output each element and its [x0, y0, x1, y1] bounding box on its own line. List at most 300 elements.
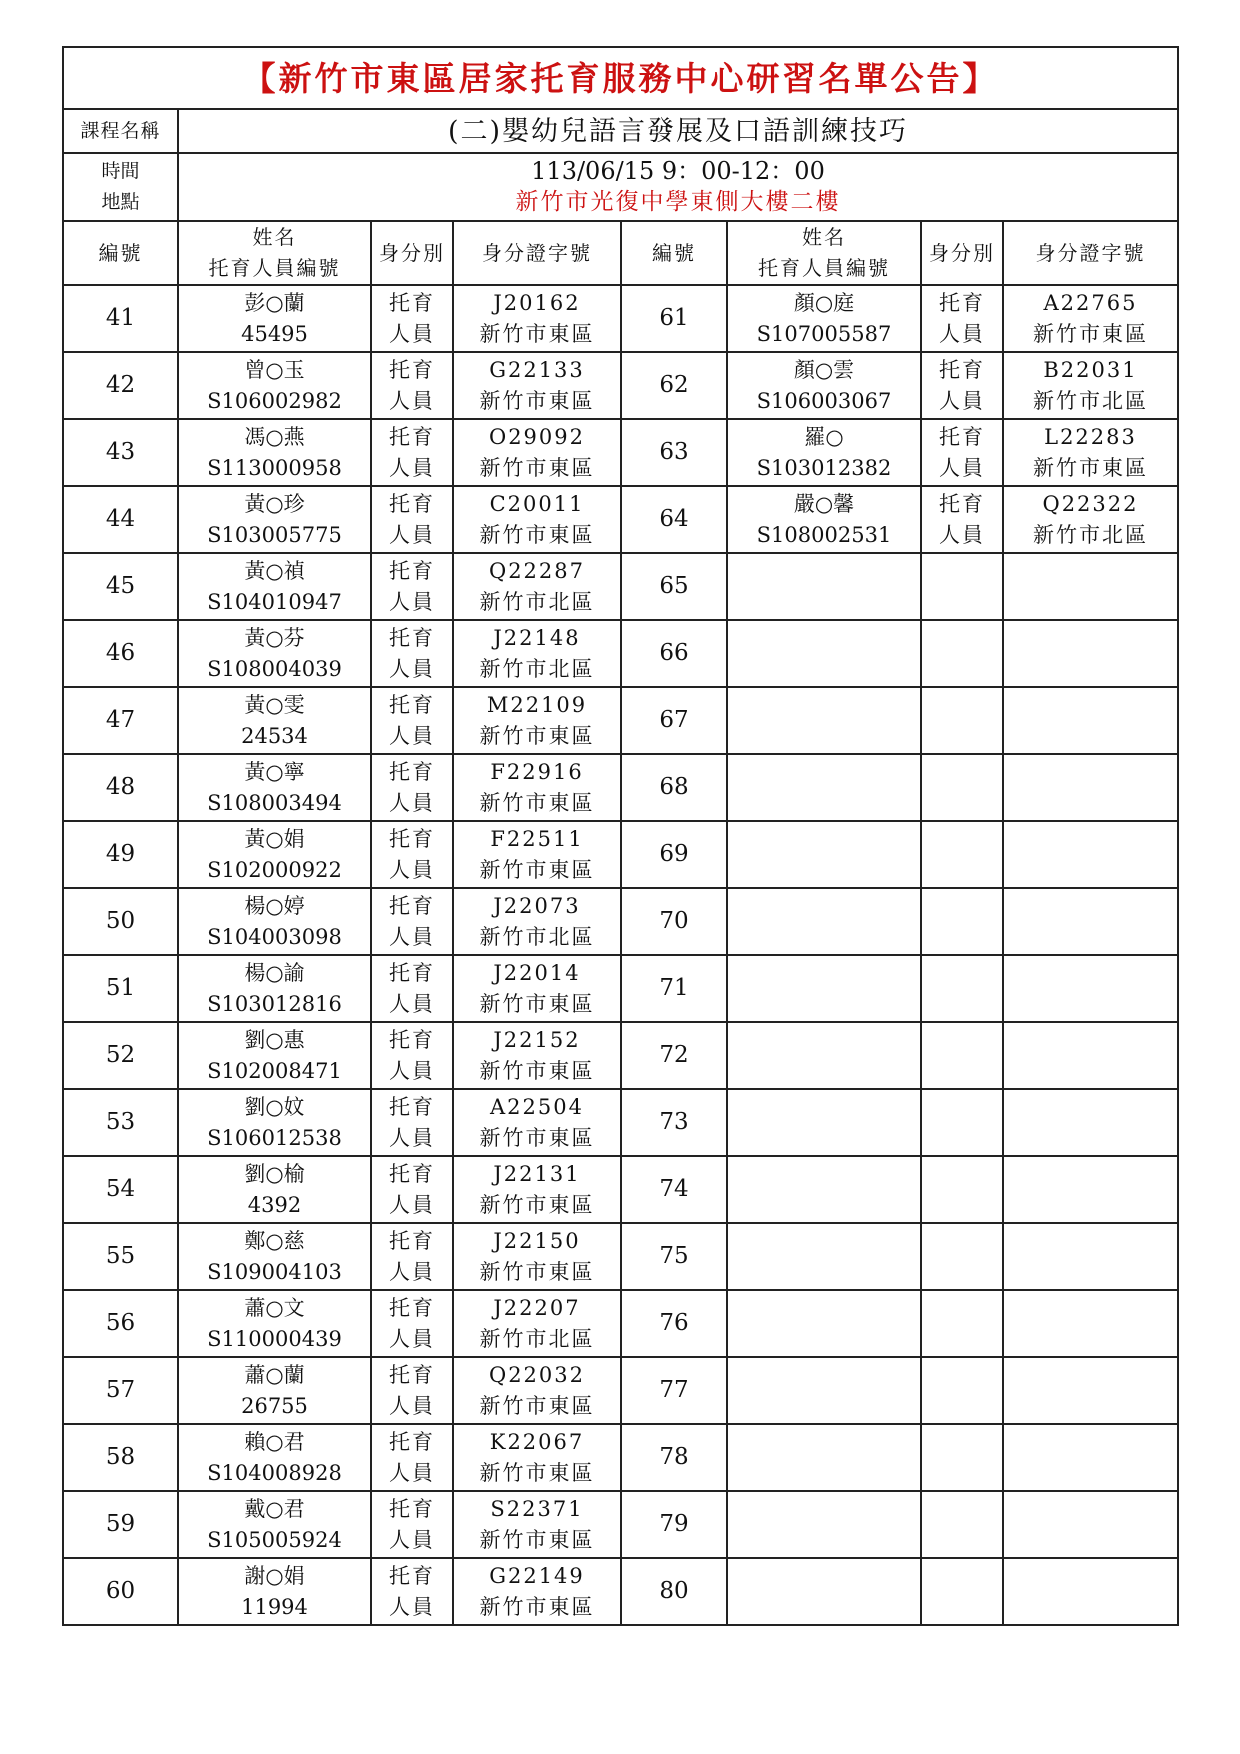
role-line-2: 人員 — [389, 723, 435, 748]
role-cell — [921, 1558, 1003, 1625]
district: 新竹市東區 — [479, 1594, 595, 1619]
row-number: 59 — [63, 1491, 178, 1558]
caregiver-name-cell — [178, 486, 371, 553]
caregiver-name: 羅○ — [804, 424, 844, 449]
id-number: A22765 — [1043, 290, 1138, 315]
caregiver-name-cell — [178, 1491, 371, 1558]
table-row — [63, 888, 1178, 955]
role-line-1: 托育 — [939, 357, 985, 382]
roster-table — [62, 46, 1179, 1626]
role-line-1: 托育 — [389, 759, 435, 784]
row-number: 48 — [63, 754, 178, 821]
table-row — [63, 821, 1178, 888]
header-role: 身分別 — [921, 221, 1003, 285]
role-line-2: 人員 — [389, 1393, 435, 1418]
id-number-cell — [1003, 1223, 1178, 1290]
role-line-1: 托育 — [389, 1027, 435, 1052]
caregiver-name: 馮○燕 — [244, 424, 305, 449]
district: 新竹市東區 — [479, 455, 595, 480]
row-number: 64 — [621, 486, 727, 553]
table-row — [63, 486, 1178, 553]
header-name — [727, 221, 921, 285]
district: 新竹市東區 — [479, 723, 595, 748]
caregiver-id: S108004039 — [207, 656, 342, 681]
id-number-cell — [1003, 419, 1178, 486]
id-number: B22031 — [1043, 357, 1138, 382]
row-number: 74 — [621, 1156, 727, 1223]
id-number-cell — [453, 620, 621, 687]
row-number: 77 — [621, 1357, 727, 1424]
district: 新竹市東區 — [479, 1393, 595, 1418]
caregiver-name-cell — [727, 553, 921, 620]
id-number-cell — [453, 1558, 621, 1625]
role-line-1: 托育 — [389, 491, 435, 516]
caregiver-name-cell — [727, 1558, 921, 1625]
role-cell — [371, 486, 453, 553]
role-line-2: 人員 — [389, 1259, 435, 1284]
role-line-2: 人員 — [389, 1192, 435, 1217]
role-cell — [921, 821, 1003, 888]
role-line-1: 托育 — [389, 1161, 435, 1186]
role-cell — [921, 1022, 1003, 1089]
id-number-cell — [453, 419, 621, 486]
role-cell — [921, 620, 1003, 687]
caregiver-name-cell — [178, 1424, 371, 1491]
district: 新竹市北區 — [1033, 388, 1148, 413]
district: 新竹市東區 — [479, 991, 595, 1016]
header-number: 編號 — [63, 221, 178, 285]
row-number: 43 — [63, 419, 178, 486]
id-number: M22109 — [486, 692, 588, 717]
table-row — [63, 1424, 1178, 1491]
id-number: L22283 — [1044, 424, 1137, 449]
id-number-cell — [453, 687, 621, 754]
id-number: J22148 — [493, 625, 581, 650]
role-cell — [921, 955, 1003, 1022]
caregiver-name-cell — [178, 821, 371, 888]
header-name-label: 姓名 — [802, 225, 846, 249]
id-number-cell — [453, 352, 621, 419]
caregiver-id: S104008928 — [207, 1460, 342, 1485]
caregiver-name-cell — [727, 754, 921, 821]
caregiver-name: 蕭○文 — [244, 1295, 305, 1320]
caregiver-name-cell — [727, 486, 921, 553]
caregiver-name: 黃○娟 — [244, 826, 305, 851]
id-number-cell — [1003, 1491, 1178, 1558]
role-line-2: 人員 — [389, 656, 435, 681]
caregiver-name-cell — [727, 1156, 921, 1223]
row-number: 69 — [621, 821, 727, 888]
caregiver-name-cell — [727, 620, 921, 687]
role-cell — [371, 888, 453, 955]
id-number-cell — [1003, 1357, 1178, 1424]
id-number-cell — [453, 1156, 621, 1223]
district: 新竹市東區 — [479, 1125, 595, 1150]
table-row — [63, 1357, 1178, 1424]
row-number: 56 — [63, 1290, 178, 1357]
caregiver-id: S107005587 — [756, 321, 892, 346]
role-line-1: 托育 — [389, 692, 435, 717]
district: 新竹市北區 — [1033, 522, 1148, 547]
caregiver-id: S104003098 — [207, 924, 342, 949]
caregiver-name-cell — [178, 687, 371, 754]
caregiver-name-cell — [727, 1424, 921, 1491]
id-number-cell — [1003, 486, 1178, 553]
id-number: J22207 — [493, 1295, 581, 1320]
id-number-cell — [453, 955, 621, 1022]
place-label: 地點 — [101, 191, 140, 213]
role-line-1: 托育 — [389, 1362, 435, 1387]
id-number: K22067 — [489, 1429, 585, 1454]
course-row — [63, 109, 1178, 153]
role-line-1: 托育 — [389, 290, 435, 315]
role-cell — [371, 1089, 453, 1156]
row-number: 41 — [63, 285, 178, 352]
row-number: 71 — [621, 955, 727, 1022]
course-name: (二)嬰幼兒語言發展及口語訓練技巧 — [178, 109, 1178, 153]
district: 新竹市東區 — [479, 790, 595, 815]
id-number-cell — [1003, 553, 1178, 620]
caregiver-name-cell — [178, 1290, 371, 1357]
row-number: 75 — [621, 1223, 727, 1290]
id-number-cell — [453, 1223, 621, 1290]
caregiver-name: 嚴○馨 — [793, 491, 855, 516]
row-number: 60 — [63, 1558, 178, 1625]
caregiver-name-cell — [178, 553, 371, 620]
caregiver-name: 鄭○慈 — [244, 1228, 305, 1253]
id-number: G22133 — [489, 357, 585, 382]
id-number-cell — [453, 1491, 621, 1558]
table-row — [63, 1491, 1178, 1558]
role-line-2: 人員 — [389, 1527, 435, 1552]
id-number-cell — [1003, 1558, 1178, 1625]
table-row — [63, 352, 1178, 419]
row-number: 54 — [63, 1156, 178, 1223]
caregiver-name: 黃○雯 — [244, 692, 305, 717]
role-line-2: 人員 — [389, 321, 435, 346]
caregiver-id: S113000958 — [207, 455, 342, 480]
role-cell — [921, 285, 1003, 352]
role-cell — [371, 1022, 453, 1089]
role-line-1: 托育 — [939, 290, 985, 315]
caregiver-name: 劉○惠 — [244, 1027, 305, 1052]
role-cell — [921, 1089, 1003, 1156]
role-line-1: 托育 — [389, 625, 435, 650]
title-row — [63, 47, 1178, 109]
role-cell — [371, 419, 453, 486]
district: 新竹市東區 — [479, 1460, 595, 1485]
id-number-cell — [1003, 352, 1178, 419]
table-row — [63, 1156, 1178, 1223]
role-line-1: 托育 — [389, 424, 435, 449]
role-cell — [921, 1290, 1003, 1357]
caregiver-name-cell — [178, 352, 371, 419]
caregiver-id: S108003494 — [207, 790, 342, 815]
caregiver-name-cell — [727, 687, 921, 754]
table-row — [63, 754, 1178, 821]
role-line-1: 托育 — [389, 1295, 435, 1320]
role-cell — [371, 1357, 453, 1424]
role-line-1: 托育 — [389, 1563, 435, 1588]
caregiver-id: S109004103 — [207, 1259, 342, 1284]
role-line-1: 托育 — [389, 1094, 435, 1119]
caregiver-name-cell — [727, 419, 921, 486]
role-line-2: 人員 — [389, 1326, 435, 1351]
role-line-1: 托育 — [389, 1496, 435, 1521]
id-number: F22511 — [490, 826, 584, 851]
id-number: F22916 — [490, 759, 584, 784]
caregiver-name: 劉○榆 — [244, 1161, 305, 1186]
table-row — [63, 1290, 1178, 1357]
id-number-cell — [1003, 285, 1178, 352]
caregiver-name: 顏○雲 — [793, 357, 855, 382]
caregiver-name-cell — [178, 1357, 371, 1424]
caregiver-name-cell — [727, 1290, 921, 1357]
header-name — [178, 221, 371, 285]
row-number: 68 — [621, 754, 727, 821]
row-number: 53 — [63, 1089, 178, 1156]
caregiver-name-cell — [178, 419, 371, 486]
row-number: 62 — [621, 352, 727, 419]
row-number: 70 — [621, 888, 727, 955]
role-cell — [371, 285, 453, 352]
id-number: J22152 — [493, 1027, 581, 1052]
time-place-value — [178, 153, 1178, 221]
caregiver-name: 劉○妏 — [244, 1094, 305, 1119]
district: 新竹市北區 — [479, 589, 595, 614]
row-number: 49 — [63, 821, 178, 888]
caregiver-name-cell — [727, 955, 921, 1022]
row-number: 50 — [63, 888, 178, 955]
role-line-2: 人員 — [389, 388, 435, 413]
caregiver-id: 11994 — [241, 1594, 308, 1619]
role-cell — [921, 1491, 1003, 1558]
role-line-1: 托育 — [939, 491, 985, 516]
row-number: 73 — [621, 1089, 727, 1156]
id-number-cell — [1003, 821, 1178, 888]
district: 新竹市東區 — [479, 1058, 595, 1083]
role-cell — [371, 1290, 453, 1357]
id-number-cell — [453, 285, 621, 352]
row-number: 80 — [621, 1558, 727, 1625]
row-number: 65 — [621, 553, 727, 620]
role-line-2: 人員 — [389, 522, 435, 547]
id-number-cell — [453, 1089, 621, 1156]
caregiver-name-cell — [178, 1089, 371, 1156]
page-title: 【新竹市東區居家托育服務中心研習名單公告】 — [63, 47, 1178, 109]
caregiver-name: 楊○諭 — [244, 960, 305, 985]
row-number: 79 — [621, 1491, 727, 1558]
row-number: 58 — [63, 1424, 178, 1491]
role-line-2: 人員 — [389, 924, 435, 949]
caregiver-id: 26755 — [241, 1393, 308, 1418]
row-number: 72 — [621, 1022, 727, 1089]
caregiver-id: 45495 — [241, 321, 308, 346]
role-line-1: 托育 — [389, 357, 435, 382]
row-number: 44 — [63, 486, 178, 553]
caregiver-id: S102008471 — [207, 1058, 342, 1083]
id-number: Q22287 — [488, 558, 586, 583]
row-number: 46 — [63, 620, 178, 687]
caregiver-name: 楊○婷 — [244, 893, 305, 918]
role-line-1: 托育 — [389, 893, 435, 918]
table-row — [63, 687, 1178, 754]
id-number: O29092 — [488, 424, 586, 449]
role-line-1: 托育 — [389, 826, 435, 851]
row-number: 52 — [63, 1022, 178, 1089]
role-cell — [371, 1156, 453, 1223]
caregiver-name-cell — [727, 1491, 921, 1558]
role-cell — [371, 687, 453, 754]
caregiver-id: S108002531 — [756, 522, 892, 547]
row-number: 78 — [621, 1424, 727, 1491]
caregiver-name-cell — [727, 352, 921, 419]
table-row — [63, 620, 1178, 687]
row-number: 67 — [621, 687, 727, 754]
row-number: 66 — [621, 620, 727, 687]
time-place-label — [63, 153, 178, 221]
id-number: J22150 — [493, 1228, 581, 1253]
caregiver-id: S106003067 — [756, 388, 892, 413]
id-number-cell — [1003, 1156, 1178, 1223]
caregiver-name: 戴○君 — [244, 1496, 305, 1521]
row-number: 55 — [63, 1223, 178, 1290]
row-number: 47 — [63, 687, 178, 754]
role-line-2: 人員 — [389, 1058, 435, 1083]
role-line-2: 人員 — [939, 321, 985, 346]
caregiver-name-cell — [178, 1156, 371, 1223]
role-cell — [921, 553, 1003, 620]
id-number-cell — [1003, 1089, 1178, 1156]
caregiver-name: 黃○珍 — [244, 491, 305, 516]
caregiver-id: S106002982 — [207, 388, 342, 413]
caregiver-id: S102000922 — [207, 857, 342, 882]
id-number: Q22322 — [1042, 491, 1139, 516]
id-number-cell — [453, 553, 621, 620]
id-number: G22149 — [489, 1563, 585, 1588]
row-number: 57 — [63, 1357, 178, 1424]
role-cell — [921, 888, 1003, 955]
role-cell — [921, 687, 1003, 754]
caregiver-name: 黃○禎 — [244, 558, 305, 583]
id-number-cell — [453, 486, 621, 553]
caregiver-name-cell — [727, 285, 921, 352]
id-number: J22131 — [493, 1161, 581, 1186]
caregiver-name-cell — [178, 888, 371, 955]
caregiver-name-cell — [178, 754, 371, 821]
table-row — [63, 553, 1178, 620]
district: 新竹市東區 — [1033, 321, 1148, 346]
district: 新竹市東區 — [479, 1259, 595, 1284]
district: 新竹市東區 — [479, 321, 595, 346]
caregiver-id: 4392 — [247, 1192, 302, 1217]
caregiver-name-cell — [727, 821, 921, 888]
role-line-2: 人員 — [389, 1594, 435, 1619]
id-number-cell — [453, 1424, 621, 1491]
role-cell — [921, 1424, 1003, 1491]
district: 新竹市東區 — [479, 1192, 595, 1217]
district: 新竹市北區 — [479, 1326, 595, 1351]
id-number: S22371 — [490, 1496, 584, 1521]
role-line-2: 人員 — [939, 455, 985, 480]
caregiver-name-cell — [727, 1223, 921, 1290]
role-cell — [371, 1558, 453, 1625]
id-number: J22073 — [493, 893, 581, 918]
row-number: 45 — [63, 553, 178, 620]
role-line-2: 人員 — [939, 388, 985, 413]
role-cell — [921, 1223, 1003, 1290]
role-cell — [371, 352, 453, 419]
id-number-cell — [453, 888, 621, 955]
role-cell — [371, 821, 453, 888]
role-line-1: 托育 — [389, 558, 435, 583]
role-line-2: 人員 — [939, 522, 985, 547]
header-caregiver-id-label: 托育人員編號 — [758, 256, 890, 280]
role-cell — [371, 1223, 453, 1290]
table-row — [63, 1223, 1178, 1290]
id-number-cell — [1003, 754, 1178, 821]
role-cell — [371, 754, 453, 821]
role-cell — [921, 419, 1003, 486]
role-cell — [371, 620, 453, 687]
id-number-cell — [453, 754, 621, 821]
id-number: Q22032 — [488, 1362, 586, 1387]
role-cell — [371, 1491, 453, 1558]
role-cell — [371, 955, 453, 1022]
caregiver-name-cell — [727, 1022, 921, 1089]
caregiver-name: 顏○庭 — [793, 290, 855, 315]
caregiver-id: 24534 — [241, 723, 308, 748]
id-number-cell — [1003, 687, 1178, 754]
role-cell — [921, 352, 1003, 419]
id-number-cell — [1003, 1424, 1178, 1491]
role-line-2: 人員 — [389, 1460, 435, 1485]
header-name-label: 姓名 — [252, 225, 297, 249]
id-number-cell — [453, 821, 621, 888]
role-cell — [371, 553, 453, 620]
header-number: 編號 — [621, 221, 727, 285]
caregiver-name-cell — [178, 620, 371, 687]
table-row — [63, 955, 1178, 1022]
id-number-cell — [1003, 955, 1178, 1022]
caregiver-name: 黃○寧 — [244, 759, 305, 784]
session-time: 113/06/15 9：00-12：00 — [531, 157, 825, 185]
caregiver-name: 黃○芬 — [244, 625, 305, 650]
id-number-cell — [453, 1022, 621, 1089]
column-header-row — [63, 221, 1178, 285]
id-number: J20162 — [493, 290, 581, 315]
id-number-cell — [453, 1290, 621, 1357]
role-line-1: 托育 — [389, 960, 435, 985]
caregiver-name-cell — [178, 955, 371, 1022]
id-number-cell — [1003, 888, 1178, 955]
caregiver-name-cell — [178, 1558, 371, 1625]
row-number: 61 — [621, 285, 727, 352]
id-number: A22504 — [490, 1094, 584, 1119]
role-cell — [921, 1357, 1003, 1424]
id-number-cell — [1003, 1022, 1178, 1089]
row-number: 51 — [63, 955, 178, 1022]
header-id-number: 身分證字號 — [453, 221, 621, 285]
id-number-cell — [1003, 620, 1178, 687]
caregiver-name: 謝○娟 — [244, 1563, 305, 1588]
row-number: 42 — [63, 352, 178, 419]
row-number: 63 — [621, 419, 727, 486]
caregiver-id: S106012538 — [207, 1125, 342, 1150]
caregiver-id: S103012816 — [207, 991, 342, 1016]
header-role: 身分別 — [371, 221, 453, 285]
course-label: 課程名稱 — [63, 109, 178, 153]
